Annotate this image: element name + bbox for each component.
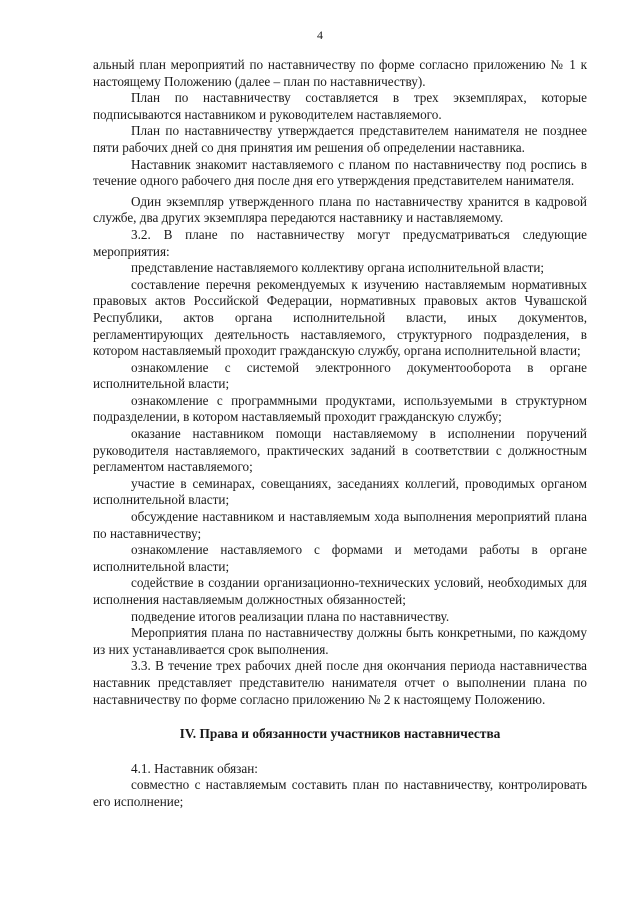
list-item: обсуждение наставником и наставляемым хода выполнения мероприятий плана по наставничеству; [93,509,587,541]
list-item: ознакомление с программными продуктами, используемыми в структурном подразделении, в котором наставляемый проходит гражданскую службу; [93,392,587,425]
paragraph: 3.2. В плане по наставничеству могут предусматриваться следующие мероприятия: [93,226,587,259]
paragraph: 4.1. Наставник обязан: [131,760,258,776]
paragraph: альный план мероприятий по наставничеству по форме согласно приложению № 1 к настоящему Положению (далее – план по наставничеству). [93,57,587,89]
list-item: представление наставляемого коллективу органа исполнительной власти; [131,260,545,276]
page-number: 4 [317,28,323,42]
section-heading: IV. Права и обязанности участников наставничества [179,726,501,742]
paragraph: План по наставничеству утверждается представителем нанимателя не позднее пяти рабочих дней со дня принятия им решения об определении наставника. [93,123,587,155]
list-item: оказание наставником помощи наставляемому в исполнении поручений руководителя наставляемого, практических заданий в соответствии с должностным регламентом наставляемого; [93,426,587,475]
paragraph: 3.3. В течение трех рабочих дней после дня окончания периода наставничества наставник представляет представителю нанимателя отчет о выполнении плана по наставничеству по форме согласно приложению № 2 к настоящему Положению. [93,658,587,707]
list-item: участие в семинарах, совещаниях, заседаниях коллегий, проводимых органом исполнительной власти; [93,475,587,508]
paragraph: План по наставничеству составляется в трех экземплярах, которые подписываются наставником и руководителем наставляемого. [93,90,587,122]
list-item: содействие в создании организационно-технических условий, необходимых для исполнения наставляемым должностных обязанностей; [93,575,587,607]
paragraph: Наставник знакомит наставляемого с планом по наставничеству под роспись в течение одного рабочего дня после дня его утверждения представителем нанимателя. [93,156,587,189]
list-item: ознакомление с системой электронного документооборота в органе исполнительной власти; [93,359,587,392]
document-body [93,57,587,811]
paragraph: Один экземпляр утвержденного плана по наставничеству хранится в кадровой службе, два других экземпляра передаются наставнику и наставляемому. [93,193,587,226]
list-item: подведение итогов реализации плана по наставничеству. [131,608,450,624]
paragraph: Мероприятия плана по наставничеству должны быть конкретными, по каждому из них устанавливается срок выполнения. [93,625,587,657]
list-item: составление перечня рекомендуемых к изучению наставляемым нормативных правовых актов Российской Федерации, нормативных правовых актов Чувашской Республики, актов органа исполнительной власти, иных документов, регламентирующих деятельность наставляемого, структурного подразделения, в котором наставляемый проходит гражданскую службу, органа исполнительной власти; [93,276,587,359]
list-item: ознакомление наставляемого с формами и методами работы в органе исполнительной власти; [93,542,587,574]
list-item: совместно с наставляемым составить план по наставничеству, контролировать его исполнение; [93,777,587,809]
